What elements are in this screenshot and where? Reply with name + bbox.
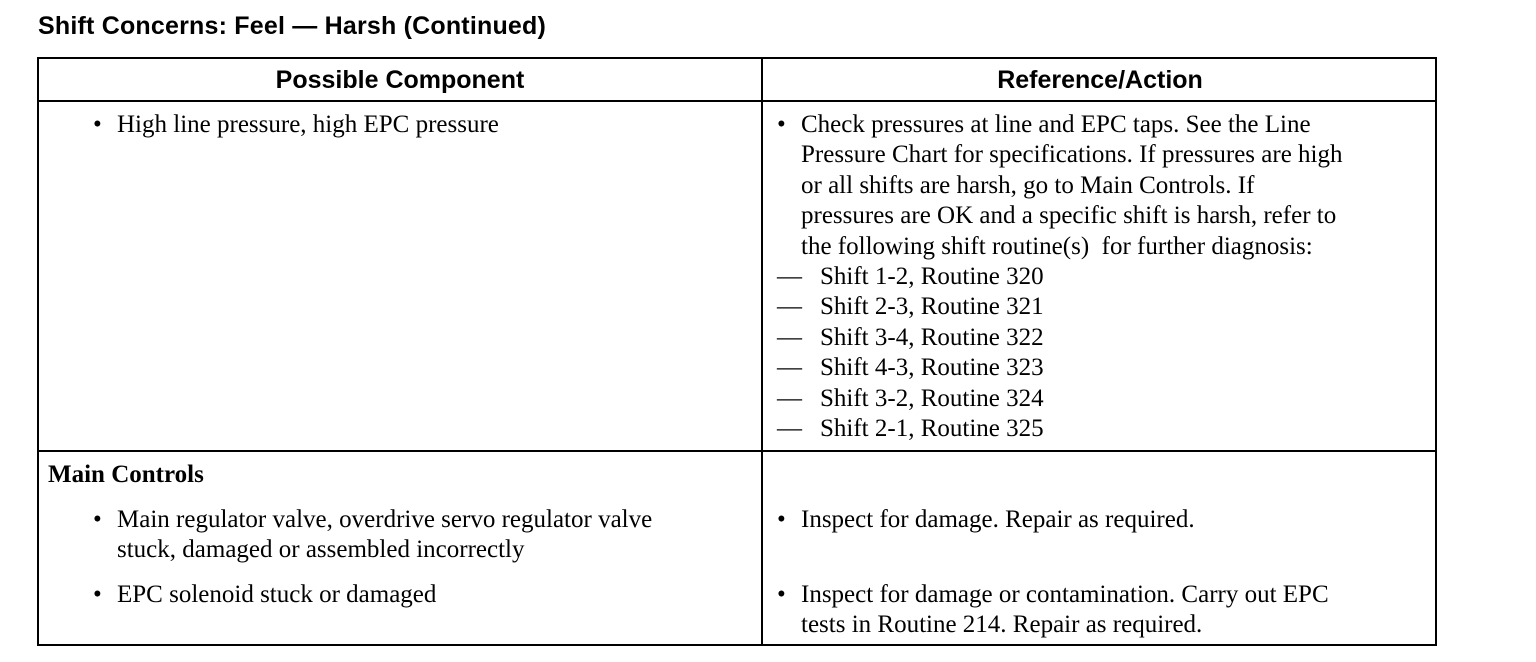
routine-item xyxy=(777,353,1437,383)
routine-item xyxy=(777,414,1437,444)
routine-item xyxy=(777,384,1437,414)
bullet-icon: • xyxy=(777,581,786,608)
action-text: Inspect for damage. Repair as required. xyxy=(801,506,1195,533)
bullet-icon: • xyxy=(777,111,786,138)
dash-icon: — xyxy=(777,323,802,351)
action-cell-epc-tests xyxy=(777,580,1437,641)
dash-icon: — xyxy=(777,263,802,291)
component-text: EPC solenoid stuck or damaged xyxy=(117,581,437,608)
action-cell-inspect-damage xyxy=(777,505,1437,535)
action-line: Inspect for damage or contamination. Carry out EPC xyxy=(801,581,1329,608)
row-divider xyxy=(39,450,1435,452)
component-cell-line-pressure xyxy=(93,110,753,140)
action-line: or all shifts are harsh, go to Main Controls. If xyxy=(801,171,1255,199)
dash-icon: — xyxy=(777,384,802,412)
bullet-icon: • xyxy=(93,581,102,608)
action-line: Check pressures at line and EPC taps. See the Line xyxy=(801,111,1311,138)
routine-text: Shift 2-1, Routine 325 xyxy=(820,415,1044,443)
page-title: Shift Concerns: Feel — Harsh (Continued) xyxy=(38,12,547,40)
routine-item xyxy=(777,323,1437,353)
action-cell-check-pressures xyxy=(777,110,1437,444)
routine-text: Shift 3-2, Routine 324 xyxy=(820,384,1044,412)
dash-icon: — xyxy=(777,293,802,321)
routine-item xyxy=(777,292,1437,322)
action-line: pressures are OK and a specific shift is harsh, refer to xyxy=(801,202,1337,230)
routine-item xyxy=(777,262,1437,292)
action-line: the following shift routine(s) for further diagnosis: xyxy=(801,232,1313,260)
list-item xyxy=(777,110,1437,262)
component-cell-regulator-valve xyxy=(93,505,753,566)
component-cell-epc-solenoid xyxy=(93,580,753,610)
list-item xyxy=(93,580,753,610)
bullet-icon: • xyxy=(93,506,102,533)
column-divider xyxy=(761,59,763,644)
dash-icon: — xyxy=(777,354,802,382)
action-line: Pressure Chart for specifications. If pressures are high xyxy=(801,141,1343,169)
list-item xyxy=(777,580,1437,641)
dash-icon: — xyxy=(777,415,802,443)
diagnosis-table xyxy=(37,57,1437,646)
column-header-action: Reference/Action xyxy=(997,66,1203,94)
list-item xyxy=(777,505,1437,535)
bullet-icon: • xyxy=(93,111,102,138)
component-line: Main regulator valve, overdrive servo regulator valve xyxy=(117,506,653,533)
bullet-icon: • xyxy=(777,506,786,533)
column-header-component: Possible Component xyxy=(275,66,525,94)
component-text: High line pressure, high EPC pressure xyxy=(117,111,499,138)
list-item xyxy=(93,505,753,566)
component-line: stuck, damaged or assembled incorrectly xyxy=(117,536,525,564)
routine-text: Shift 1-2, Routine 320 xyxy=(820,263,1044,291)
list-item xyxy=(93,110,753,140)
action-line: tests in Routine 214. Repair as required. xyxy=(801,611,1203,639)
routine-text: Shift 2-3, Routine 321 xyxy=(820,293,1044,321)
section-title-main-controls: Main Controls xyxy=(48,461,204,488)
routine-text: Shift 3-4, Routine 322 xyxy=(820,323,1044,351)
routine-text: Shift 4-3, Routine 323 xyxy=(820,354,1044,382)
